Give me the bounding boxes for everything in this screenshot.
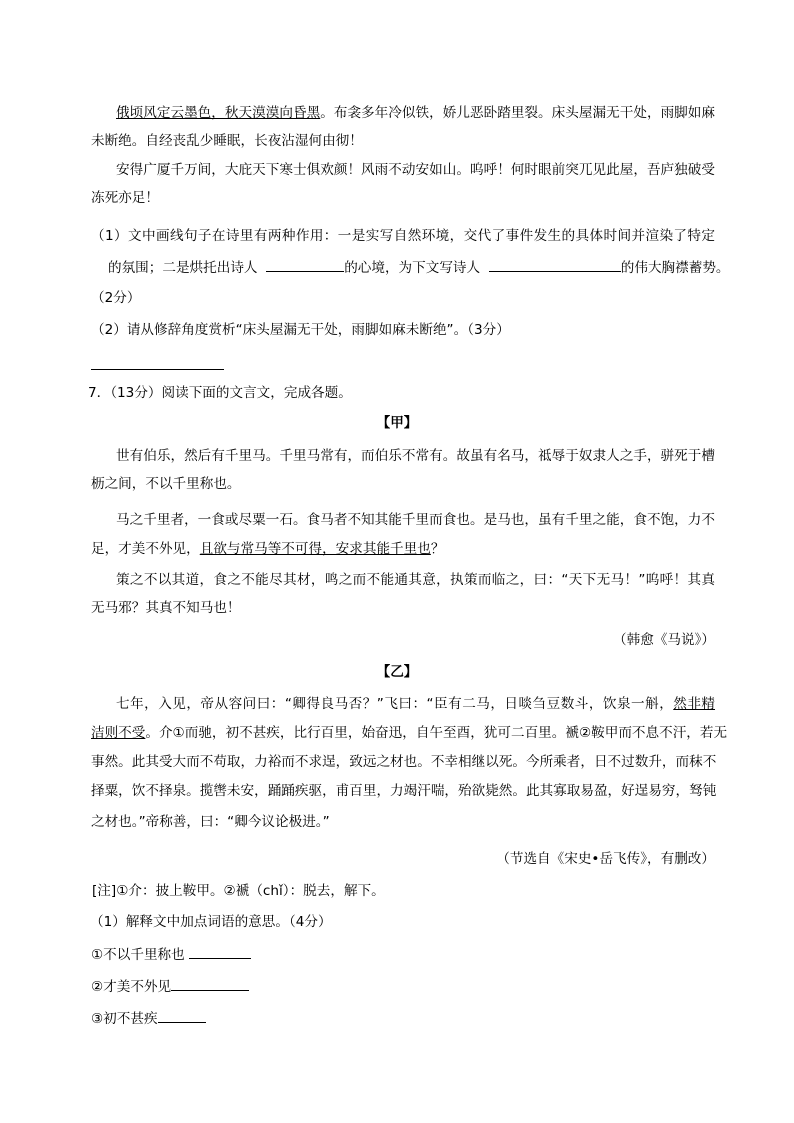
text: ②才美不外见 — [91, 979, 172, 995]
text: ③初不甚疾 — [91, 1011, 158, 1027]
underlined-sentence: 俄顷风定云墨色，秋天漠漠向昏黑 — [116, 105, 321, 121]
text: ①不以千里称也 — [91, 947, 185, 963]
passage-line: 之材也。”帝称善，曰：“卿今议论极进。” — [91, 814, 330, 830]
poem-line: 安得广厦千万间，大庇天下寒士俱欢颜！风雨不动安如山。呜呼！何时眼前突兀见此屋，吾庐独破受 — [116, 162, 715, 178]
text: 七年，入见，帝从容问曰：“卿得良马否？”飞曰：“臣有二马，日啖刍豆数斗，饮泉一斛， — [116, 696, 674, 712]
text: ？ — [430, 541, 445, 557]
answer-line[interactable] — [91, 369, 224, 370]
passage-line: 世有伯乐，然后有千里马。千里马常有，而伯乐不常有。故虽有名马，祗辱于奴隶人之手，骈死于槽 — [116, 448, 715, 464]
text: 。布衾多年冷似铁，娇儿恶卧踏里裂。床头屋漏无干处，雨脚如麻 — [320, 105, 716, 121]
passage-line: 择粟，饮不择泉。揽辔未安，踊踊疾驱，甫百里，力竭汗喘，殆欲毙然。此其寡取易盈，好逞易穷，驽钝 — [91, 783, 717, 799]
source: （韩愈《马说》） — [613, 632, 715, 648]
note: [注]①介：披上鞍甲。②褫（chǐ）：脱去，解下。 — [92, 883, 385, 899]
passage-line: 事然。此其受大而不苟取，力裕而不求逞，致远之材也。不幸相继以死。今所乘者，日不过数升，而秣不 — [91, 754, 717, 770]
passage-line — [116, 695, 715, 713]
answer-blank[interactable] — [171, 978, 249, 991]
score: （2分） — [91, 290, 141, 306]
passage-line: 马之千里者，一食或尽粟一石。食马者不知其能千里而食也。是马也，虽有千里之能，食不饱，力不 — [116, 512, 715, 528]
answer-blank[interactable] — [489, 259, 621, 272]
passage-line: 枥之间，不以千里称也。 — [91, 476, 241, 492]
source: （节选自《宋史•岳飞传》，有删改） — [496, 851, 715, 867]
underlined-sentence: 洁则不受 — [91, 725, 146, 741]
sub-question: （1）解释文中加点词语的意思。（4分） — [90, 914, 332, 930]
poem-line — [116, 104, 715, 122]
answer-blank[interactable] — [266, 259, 344, 272]
question-text — [108, 259, 732, 277]
underlined-sentence: 然非精 — [673, 696, 716, 712]
poem-line: 冻死亦足！ — [91, 190, 159, 206]
poem-line: 未断绝。自经丧乱少睡眠，长夜沾湿何由彻！ — [91, 133, 363, 149]
question-text: （2）请从修辞角度赏析“床头屋漏无干处，雨脚如麻未断绝”。（3分） — [91, 322, 510, 338]
question-text: （1）文中画线句子在诗里有两种作用：一是实写自然环境，交代了事件发生的具体时间并渲染了特定 — [91, 228, 715, 244]
passage-line — [91, 724, 728, 742]
item — [91, 946, 715, 964]
passage-line: 策之不以其道，食之不能尽其材，鸣之而不能通其意，执策而临之，曰：“天下无马！”呜呼！其真 — [116, 572, 715, 588]
item — [91, 1010, 715, 1028]
text: 的心境，为下文写诗人 — [344, 260, 481, 276]
item — [91, 978, 715, 996]
passage-line — [91, 540, 715, 558]
text: 的氛围；二是烘托出诗人 — [108, 260, 258, 276]
question-intro: 7．（13分）阅读下面的文言文，完成各题。 — [88, 385, 352, 401]
answer-blank[interactable] — [158, 1010, 206, 1023]
section-title-jia: 【甲】 — [376, 415, 418, 431]
text: 。介①而驰，初不甚疾，比行百里，始奋迅，自午至酉，犹可二百里。褫②鞍甲而不息不汗，若无 — [145, 725, 728, 741]
underlined-sentence: 且欲与常马等不可得，安求其能千里也 — [199, 541, 431, 557]
section-title-yi: 【乙】 — [376, 664, 418, 680]
passage-line: 无马邪？其真不知马也！ — [91, 600, 241, 616]
answer-blank[interactable] — [189, 946, 251, 959]
text: 足，才美不外见， — [91, 541, 200, 557]
text: 的伟大胸襟蓄势。 — [620, 260, 730, 276]
